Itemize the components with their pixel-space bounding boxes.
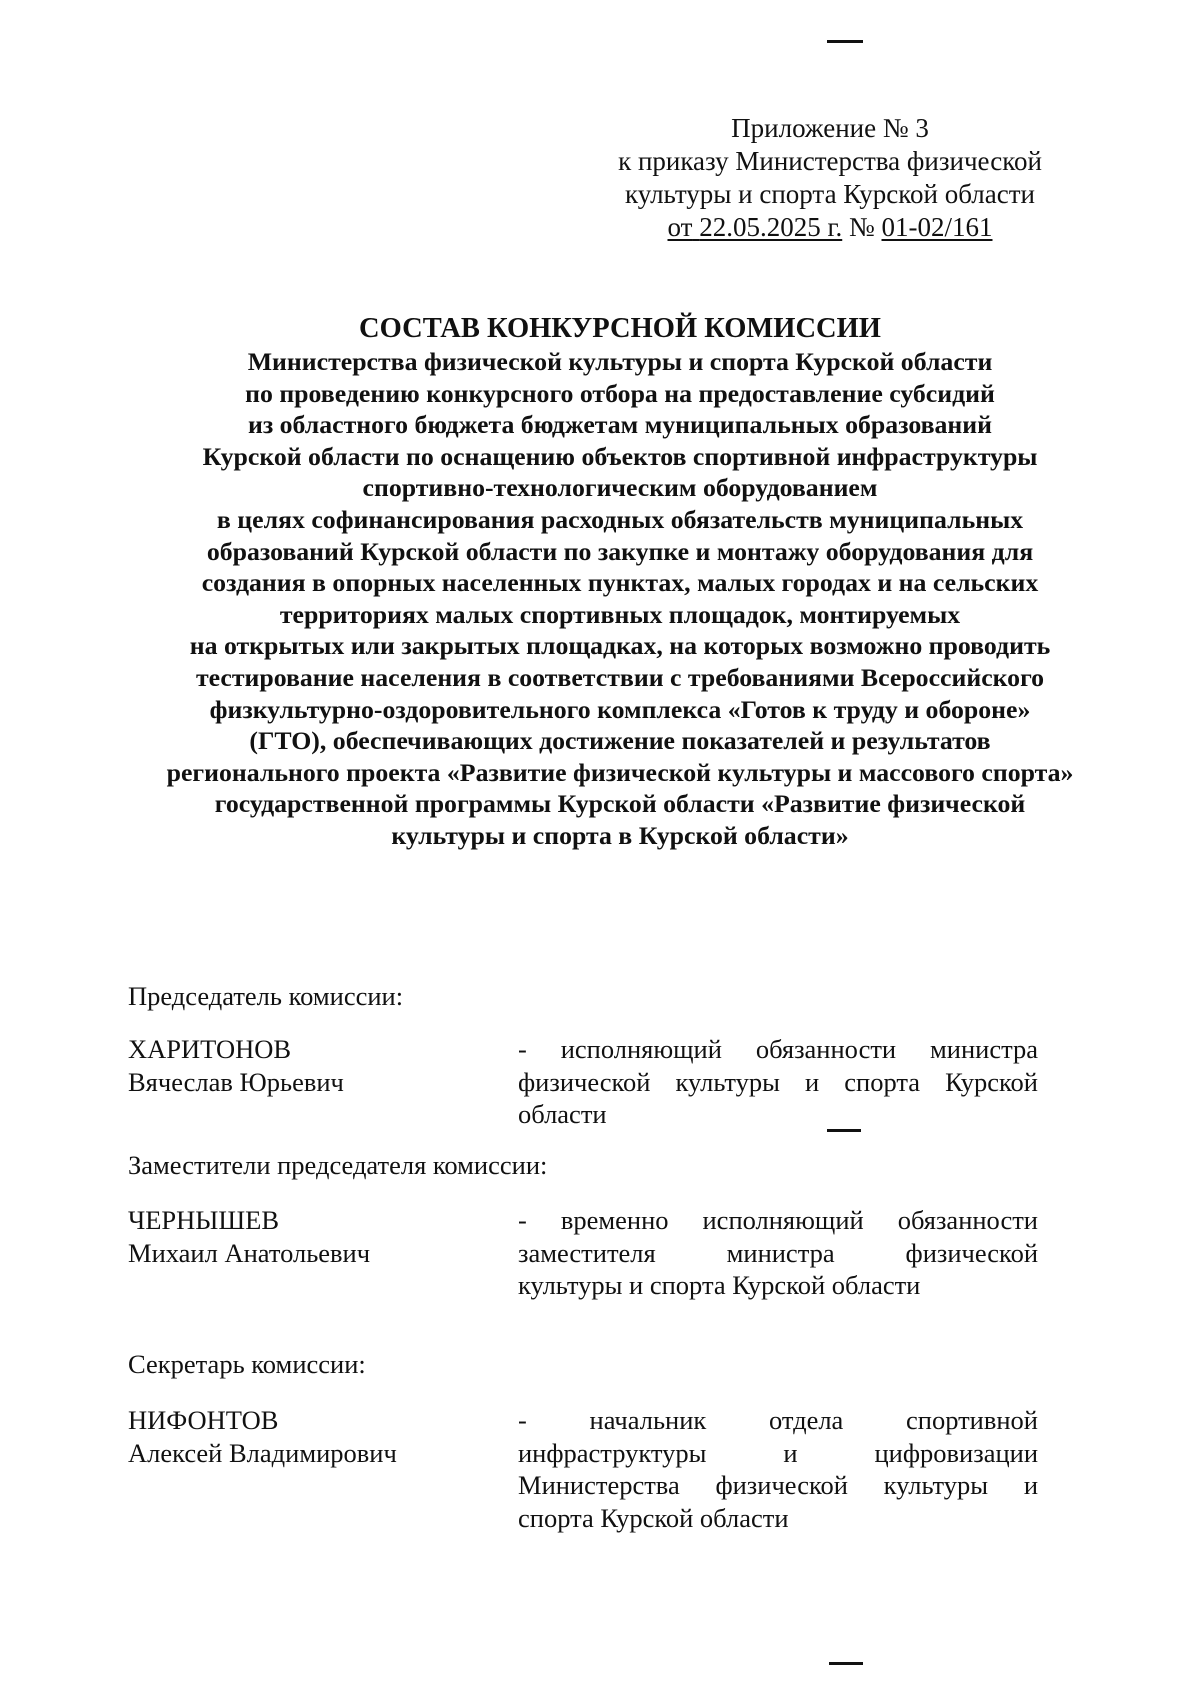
deputy-section-label: Заместители председателя комиссии:: [128, 1150, 548, 1180]
role-line: инфраструктуры и цифровизации: [518, 1437, 1038, 1468]
title-line: (ГТО), обеспечивающих достижение показателей и результатов: [249, 726, 991, 756]
secretary-name: [128, 1404, 508, 1469]
separator-dash: [827, 1129, 861, 1132]
secretary-section-label: Секретарь комиссии:: [128, 1349, 366, 1379]
deputy-name: [128, 1204, 508, 1269]
title-line: из областного бюджета бюджетам муниципальных образований: [247, 410, 993, 440]
title-line: тестирование населения в соответствии с требованиями Всероссийского: [195, 662, 1045, 692]
deputy-role: [518, 1204, 1038, 1302]
chair-given-name: Вячеслав Юрьевич: [128, 1066, 344, 1097]
appendix-date: 22.05.2025 г.: [699, 212, 843, 242]
title-line: территориях малых спортивных площадок, монтируемых: [279, 599, 961, 629]
secretary-given-name: Алексей Владимирович: [128, 1437, 397, 1468]
role-line: - временно исполняющий обязанности: [518, 1205, 1038, 1235]
title-line: в целях софинансирования расходных обязательств муниципальных: [216, 504, 1024, 534]
chair-surname: ХАРИТОНОВ: [128, 1034, 292, 1064]
title-line: создания в опорных населенных пунктах, малых городах и на сельских: [201, 568, 1039, 598]
commission-members: [128, 0, 1038, 1692]
title-line: на открытых или закрытых площадках, на которых возможно проводить: [189, 631, 1051, 661]
role-line: спорта Курской области: [518, 1502, 789, 1533]
title-line: Министерства физической культуры и спорта Курской области: [247, 347, 993, 376]
page-number-dash-bottom: [829, 1662, 863, 1665]
title-line: регионального проекта «Развитие физической культуры и массового спорта»: [166, 757, 1074, 787]
appendix-number-prefix: №: [848, 212, 875, 242]
role-line: - начальник отдела спортивной: [518, 1405, 1038, 1435]
role-line: заместителя министра физической: [518, 1237, 1038, 1268]
secretary-surname: НИФОНТОВ: [128, 1405, 279, 1435]
title-line: образований Курской области по закупке и монтажу оборудования для: [206, 536, 1034, 566]
title-line: государственной программы Курской области «Развитие физической: [214, 789, 1026, 819]
title-heading: СОСТАВ КОНКУРСНОЙ КОМИССИИ: [359, 313, 881, 344]
role-line: Министерства физической культуры и: [518, 1470, 1038, 1500]
role-line: области: [518, 1099, 607, 1129]
title-line: по проведению конкурсного отбора на предоставление субсидий: [245, 378, 995, 408]
deputy-surname: ЧЕРНЫШЕВ: [128, 1205, 279, 1235]
role-line: физической культуры и спорта Курской: [518, 1066, 1038, 1097]
appendix-order-line: к приказу Министерства физической: [618, 146, 1042, 176]
title-line: культуры и спорта в Курской области»: [391, 820, 849, 850]
secretary-role: [518, 1404, 1038, 1534]
appendix-number: 01-02/161: [881, 212, 993, 242]
appendix-title: Приложение № 3: [731, 113, 929, 143]
title-line: спортивно-технологическим оборудованием: [362, 473, 878, 503]
chair-section-label: Председатель комиссии:: [128, 981, 404, 1011]
appendix-date-prefix: от: [667, 212, 693, 242]
role-line: - исполняющий обязанности министра: [518, 1034, 1038, 1064]
deputy-given-name: Михаил Анатольевич: [128, 1237, 371, 1268]
title-line: физкультурно-оздоровительного комплекса «Готов к труду и обороне»: [209, 694, 1031, 724]
chair-name: [128, 1033, 508, 1098]
role-line: культуры и спорта Курской области: [518, 1270, 921, 1300]
chair-role: [518, 1033, 1038, 1131]
appendix-ministry-line: культуры и спорта Курской области: [625, 179, 1035, 209]
title-line: Курской области по оснащению объектов спортивной инфраструктуры: [202, 441, 1038, 471]
